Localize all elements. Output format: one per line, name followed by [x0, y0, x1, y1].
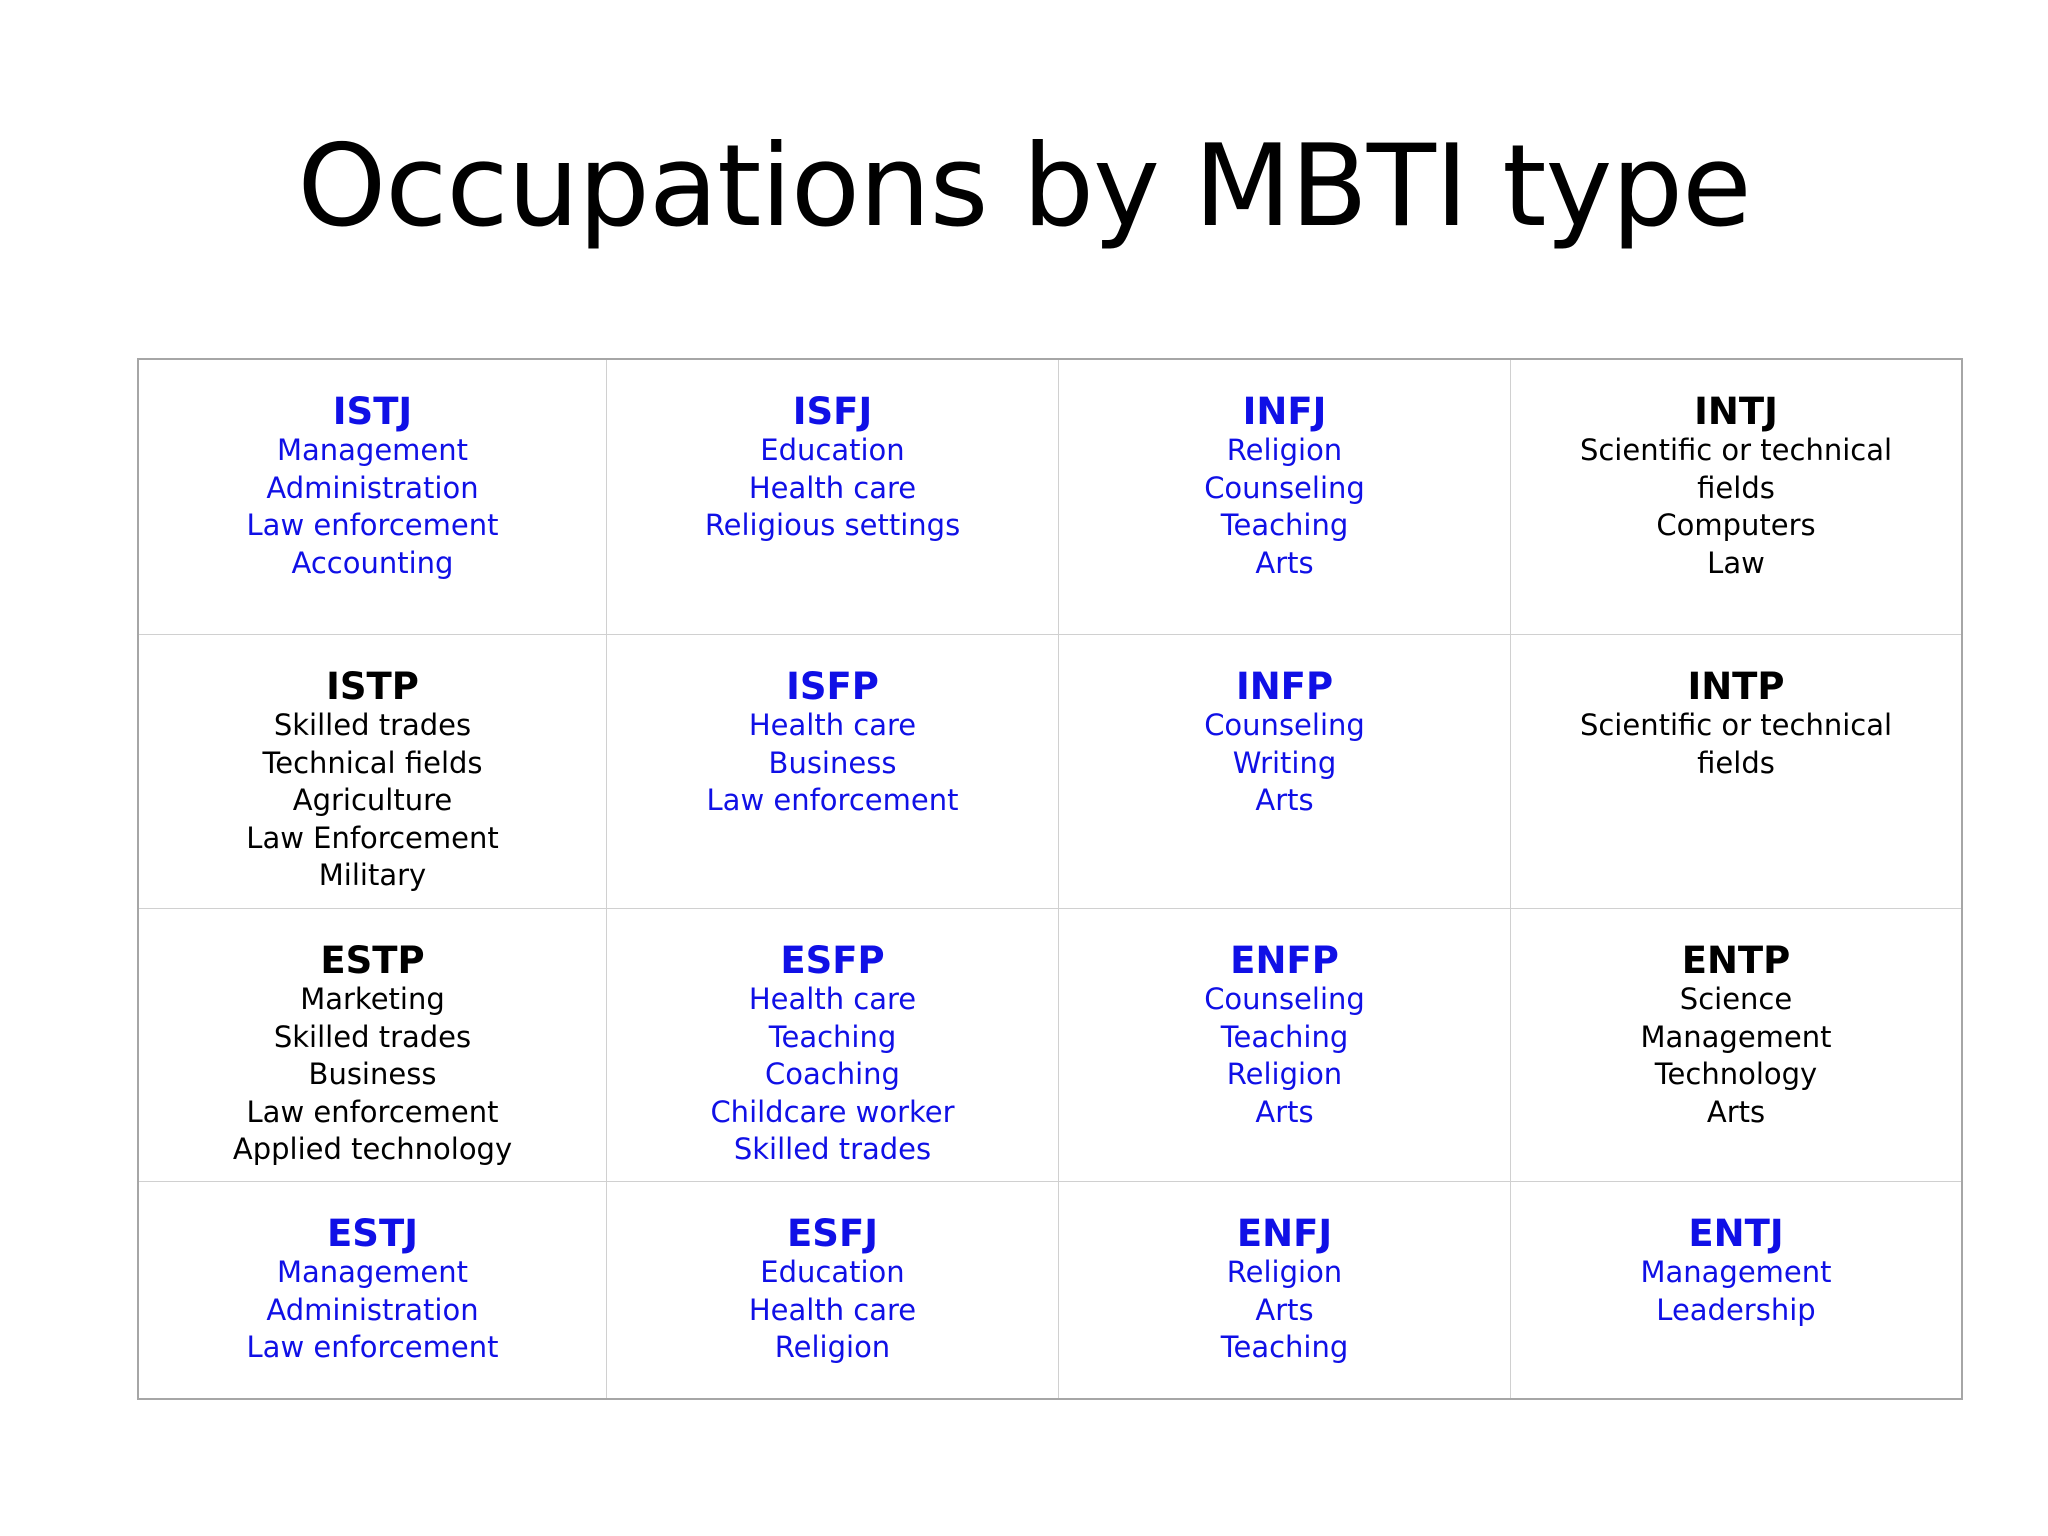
- occupation-item: Religious settings: [704, 508, 961, 543]
- type-cell-istp: [139, 635, 607, 909]
- type-cell-intp: [1511, 635, 1961, 909]
- occupation-item: Teaching: [1220, 1330, 1349, 1365]
- type-cell-infj: [1059, 360, 1511, 635]
- occupation-item: Applied technology: [232, 1132, 513, 1167]
- occupation-item: Business: [308, 1057, 437, 1092]
- type-cell-entj: [1511, 1182, 1961, 1398]
- type-cell-infp: [1059, 635, 1511, 909]
- occupation-item: Arts: [1255, 1292, 1314, 1327]
- occupation-item: Marketing: [300, 982, 445, 1016]
- occupation-item: Management: [276, 1255, 469, 1289]
- occupation-item: Law enforcement: [246, 1330, 499, 1365]
- page-title: Occupations by MBTI type: [297, 120, 1751, 252]
- type-cell-esfj: [607, 1182, 1059, 1398]
- type-cell-istj: [139, 360, 607, 635]
- occupation-item: Health care: [748, 708, 917, 742]
- type-label: ISFJ: [792, 390, 873, 433]
- type-label: ENFP: [1230, 939, 1339, 982]
- type-label: ENTP: [1681, 939, 1791, 982]
- type-label: ESTP: [320, 939, 425, 982]
- occupation-item: Writing: [1232, 745, 1337, 780]
- occupation-item: Accounting: [291, 545, 454, 580]
- type-label: ESTJ: [327, 1212, 418, 1255]
- type-label: INFJ: [1242, 390, 1327, 433]
- occupation-item: Skilled trades: [273, 1019, 472, 1054]
- occupation-item: Arts: [1255, 783, 1314, 818]
- occupation-item: Technical fields: [262, 745, 483, 780]
- occupation-item: Counseling: [1204, 708, 1365, 742]
- occupation-item: Military: [318, 858, 427, 893]
- type-cell-esfp: [607, 909, 1059, 1182]
- occupation-item: Religion: [1226, 1255, 1343, 1289]
- occupation-item: Administration: [266, 470, 479, 505]
- occupation-item: Management: [276, 433, 469, 467]
- occupation-item: Law: [1707, 545, 1765, 580]
- occupation-item: Education: [760, 1255, 905, 1289]
- occupation-item: Religion: [1226, 1057, 1343, 1092]
- occupation-item: Computers: [1656, 508, 1816, 543]
- occupation-item: Health care: [748, 1292, 917, 1327]
- occupation-item: Arts: [1255, 545, 1314, 580]
- occupation-item: Skilled trades: [733, 1132, 932, 1167]
- type-label: ISTJ: [332, 390, 413, 433]
- occupation-item: Management: [1640, 1255, 1832, 1289]
- occupation-item: Counseling: [1204, 982, 1365, 1016]
- occupation-item: Law Enforcement: [246, 820, 499, 855]
- occupation-item: Childcare worker: [710, 1094, 955, 1129]
- occupation-item: Technology: [1654, 1057, 1818, 1092]
- occupation-item: Management: [1640, 1019, 1832, 1054]
- occupation-item: Religion: [774, 1330, 891, 1365]
- occupation-item: Teaching: [768, 1019, 897, 1054]
- type-label: ISFP: [786, 665, 879, 708]
- occupation-item: Science: [1679, 982, 1793, 1016]
- occupation-item: Business: [768, 745, 897, 780]
- type-cell-isfp: [607, 635, 1059, 909]
- type-label: ENFJ: [1236, 1212, 1333, 1255]
- occupation-item: Scientific or technical fields: [1579, 433, 1893, 505]
- type-cell-estj: [139, 1182, 607, 1398]
- occupation-item: Health care: [748, 982, 917, 1016]
- occupation-item: Education: [760, 433, 905, 467]
- type-label: ESFJ: [787, 1212, 878, 1255]
- type-cell-entp: [1511, 909, 1961, 1182]
- mbti-table: [137, 358, 1963, 1400]
- occupation-item: Counseling: [1204, 470, 1365, 505]
- occupation-item: Teaching: [1220, 508, 1349, 543]
- type-cell-isfj: [607, 360, 1059, 635]
- occupation-item: Administration: [266, 1292, 479, 1327]
- occupation-item: Law enforcement: [706, 783, 959, 818]
- occupation-item: Agriculture: [292, 783, 453, 818]
- occupation-item: Coaching: [765, 1057, 900, 1092]
- occupation-item: Skilled trades: [273, 708, 472, 742]
- type-cell-intj: [1511, 360, 1961, 635]
- type-label: ENTJ: [1688, 1212, 1784, 1255]
- occupation-item: Law enforcement: [246, 508, 499, 543]
- occupation-item: Scientific or technical fields: [1579, 708, 1893, 780]
- type-label: INTJ: [1694, 390, 1778, 433]
- type-label: INTP: [1687, 665, 1785, 708]
- occupation-item: Law enforcement: [246, 1094, 499, 1129]
- type-label: ESFP: [780, 939, 885, 982]
- type-label: INFP: [1235, 665, 1334, 708]
- occupation-item: Arts: [1255, 1094, 1314, 1129]
- occupation-item: Health care: [748, 470, 917, 505]
- occupation-item: Teaching: [1220, 1019, 1349, 1054]
- type-label: ISTP: [326, 665, 419, 708]
- type-cell-enfp: [1059, 909, 1511, 1182]
- occupation-item: Arts: [1706, 1094, 1766, 1129]
- occupation-item: Religion: [1226, 433, 1343, 467]
- type-cell-enfj: [1059, 1182, 1511, 1398]
- type-cell-estp: [139, 909, 607, 1182]
- occupation-item: Leadership: [1656, 1292, 1816, 1327]
